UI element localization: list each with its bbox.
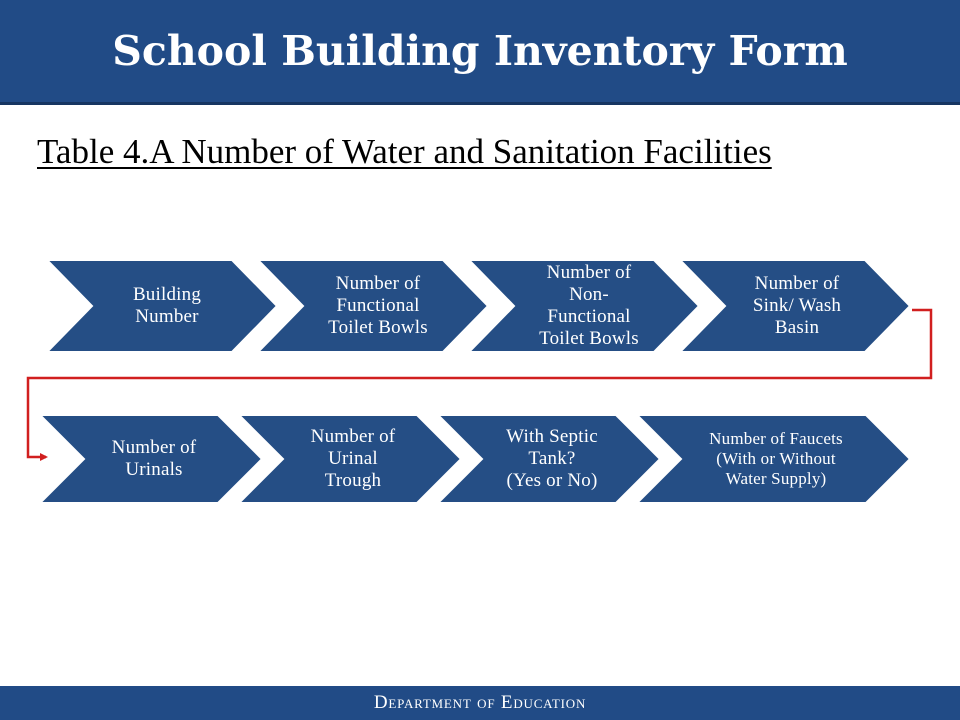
- chevron-label: Number of Faucets (With or Without Water Supply): [709, 429, 843, 488]
- table-title-text: Table 4.A Number of Water and Sanitation Facilities: [37, 132, 772, 171]
- chevron-label: Number of Urinals: [111, 437, 197, 480]
- footer-organization: Department of Education: [373, 692, 587, 713]
- chevron-label: Building Number: [132, 284, 202, 327]
- chevron-label: Number of Urinal Trough: [310, 426, 396, 491]
- chevron-label: With Septic Tank? (Yes or No): [506, 426, 598, 491]
- page-title: School Building Inventory Form: [112, 27, 848, 75]
- chevron-label: Number of Functional Toilet Bowls: [328, 273, 428, 338]
- footer-bar: [0, 686, 960, 720]
- chevron-label: Number of Sink/ Wash Basin: [752, 273, 842, 338]
- chevron-label: Number of Non- Functional Toilet Bowls: [539, 262, 639, 349]
